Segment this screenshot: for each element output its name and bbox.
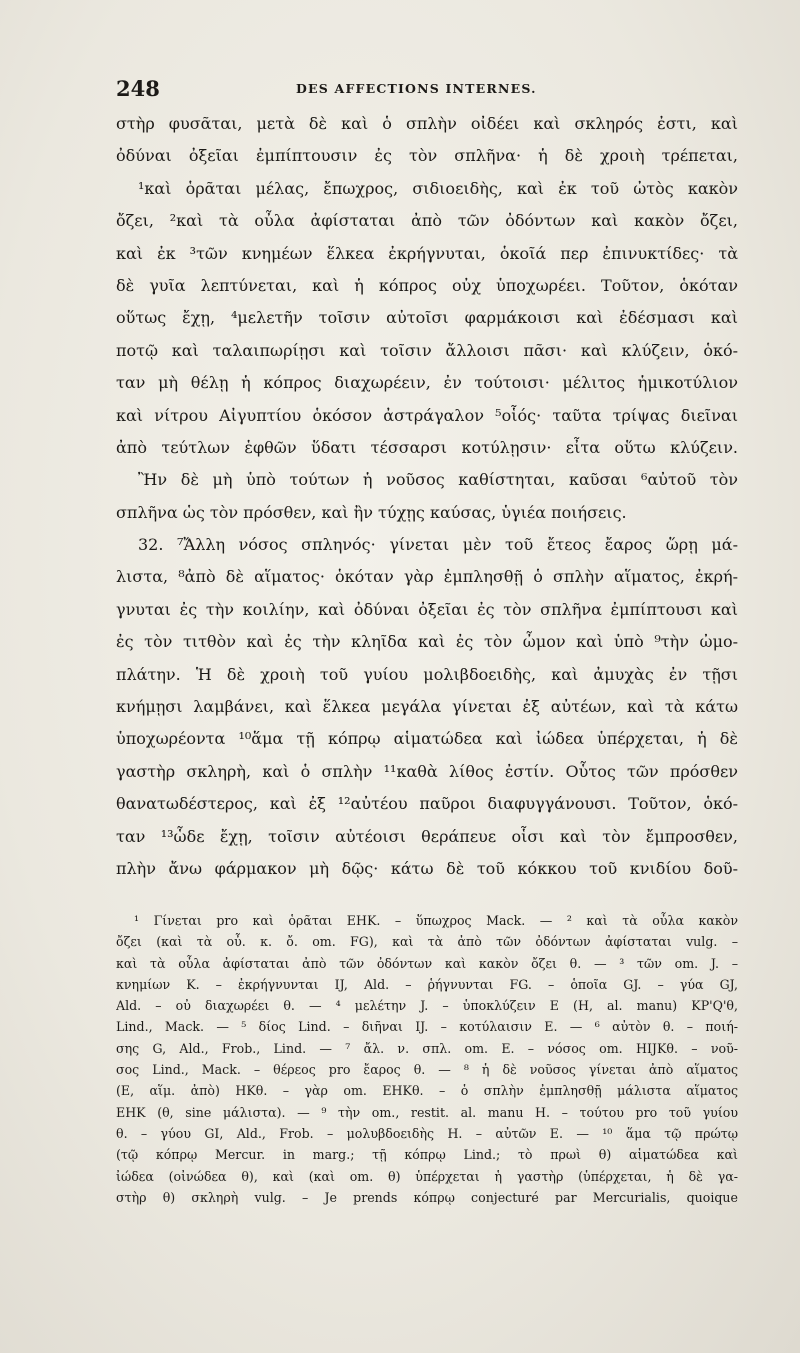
text-line: Ἢν δὲ μὴ ὑπὸ τούτων ἡ νοῦσος καθίστηται, καῦσαι ⁶αὐτοῦ τὸν	[138, 470, 738, 490]
text-line: σπλῆνα ὡς τὸν πρόσθεν, καὶ ἢν τύχῃς καύσας, ὑγιέα ποιήσεις.	[116, 502, 627, 522]
text-line: οὕτως ἔχῃ, ⁴μελετῆν τοῖσιν αὐτοῖσι φαρμάκοισι καὶ ἐδέσμασι καὶ	[116, 308, 738, 328]
footnote-line: Lind., Mack. — ⁵ δίος Lind. – διῆναι IJ. – κοτύλαισιν E. — ⁶ αὐτὸν θ. – ποιή-	[116, 1019, 738, 1035]
text-line: ἀπὸ τεύτλων ἑφθῶν ὕδατι τέσσαρσι κοτύλῃσιν· εἶτα οὕτω κλύζειν.	[116, 437, 738, 457]
footnote-line: ἰώδεα (οἰνώδεα θ), καὶ (καὶ om. θ) ὑπέρχεται ἡ γαστὴρ (ὑπέρχεται, ἡ δὲ γα-	[116, 1168, 738, 1184]
text-line: ὄζει, ²καὶ τὰ οὖλα ἀφίσταται ἀπὸ τῶν ὀδόντων καὶ κακὸν ὄζει,	[116, 211, 738, 231]
footnotes	[116, 910, 738, 1208]
page-header	[116, 76, 738, 104]
text-line: ¹καὶ ὁρᾶται μέλας, ἔπωχρος, σιδιοειδὴς, καὶ ἐκ τοῦ ὠτὸς κακὸν	[138, 178, 738, 198]
footnote-line: Ald. – οὐ διαχωρέει θ. — ⁴ μελέτην J. – ὑποκλύζειν E (H, al. manu) KP'Q'θ,	[116, 998, 738, 1014]
main-text	[116, 108, 738, 885]
footnote-line: EHK (θ, sine μάλιστα). — ⁹ τὴν om., restit. al. manu H. – τούτου pro τοῦ γυίου	[116, 1104, 738, 1120]
text-line: ποτῷ καὶ ταλαιπωρίῃσι καὶ τοῖσιν ἄλλοισι πᾶσι· καὶ κλύζειν, ὁκό-	[116, 340, 738, 360]
running-title: DES AFFECTIONS INTERNES.	[296, 81, 537, 96]
text-line: ὑποχωρέοντα ¹⁰ἅμα τῇ κόπρῳ αἱματώδεα καὶ ἰώδεα ὑπέρχεται, ἡ δὲ	[116, 729, 738, 749]
footnote-line: καὶ τὰ οὖλα ἀφίσταται ἀπὸ τῶν ὀδόντων καὶ κακὸν ὄζει θ. — ³ τῶν om. J. –	[116, 955, 738, 971]
text-line: κνήμῃσι λαμβάνει, καὶ ἕλκεα μεγάλα γίνεται ἐξ αὐτέων, καὶ τὰ κάτω	[116, 697, 738, 717]
text-line: ταν ¹³ὧδε ἔχῃ, τοῖσιν αὐτέοισι θεράπευε οἷσι καὶ τὸν ἔμπροσθεν,	[116, 826, 738, 846]
footnote-line: (E, αἵμ. ἀπὸ) HKθ. – γὰρ om. EHKθ. – ὁ σπλὴν ἐμπλησθῇ μάλιστα αἵματος	[116, 1083, 738, 1099]
text-line: γαστὴρ σκληρὴ, καὶ ὁ σπλὴν ¹¹καθὰ λίθος ἐστίν. Οὗτος τῶν πρόσθεν	[116, 761, 738, 781]
text-line: καὶ νίτρου Αἰγυπτίου ὁκόσον ἀστράγαλον ⁵οἷός· ταῦτα τρίψας διεῖναι	[116, 405, 738, 425]
text-line: πλὴν ἄνω φάρμακον μὴ δῷς· κάτω δὲ τοῦ κόκκου τοῦ κνιδίου δοῦ-	[116, 858, 738, 878]
footnote-line: σης G, Ald., Frob., Lind. — ⁷ ἄλ. ν. σπλ. om. E. – νόσος om. HIJKθ. – νοῦ-	[116, 1040, 738, 1056]
text-line: ἐς τὸν τιτθὸν καὶ ἐς τὴν κληῖδα καὶ ἐς τὸν ὦμον καὶ ὑπὸ ⁹τὴν ὠμο-	[116, 632, 738, 652]
footnote-line: (τῷ κόπρῳ Mercur. in marg.; τῇ κόπρῳ Lind.; τὸ πρωὶ θ) αἱματώδεα καὶ	[116, 1147, 738, 1163]
text-line: γνυται ἐς τὴν κοιλίην, καὶ ὀδύναι ὀξεῖαι ἐς τὸν σπλῆνα ἐμπίπτουσι καὶ	[116, 599, 738, 619]
text-line: ὀδύναι ὀξεῖαι ἐμπίπτουσιν ἐς τὸν σπλῆνα· ἡ δὲ χροιὴ τρέπεται,	[116, 146, 738, 166]
footnote-line: ¹ Γίνεται pro καὶ ὁρᾶται EHK. – ὕπωχρος Mack. — ² καὶ τὰ οὖλα κακὸν	[134, 913, 738, 928]
text-line: στὴρ φυσᾶται, μετὰ δὲ καὶ ὁ σπλὴν οἰδέει καὶ σκληρός ἐστι, καὶ	[116, 114, 738, 133]
footnote-line: στὴρ θ) σκληρὴ vulg. – Je prends κόπρῳ conjecturé par Mercurialis, quoique	[116, 1189, 738, 1205]
text-line: πλάτην. Ἡ δὲ χροιὴ τοῦ γυίου μολιβδοειδὴς, καὶ ἀμυχὰς ἐν τῇσι	[116, 664, 738, 684]
footnote-line: θ. – γύου GI, Ald., Frob. – μολυβδοειδὴς H. – αὐτῶν E. — ¹⁰ ἅμα τῷ πρώτῳ	[116, 1125, 738, 1141]
text-line: καὶ ἐκ ³τῶν κνημέων ἕλκεα ἐκρήγνυται, ὁκοῖά περ ἐπινυκτίδες· τὰ	[116, 243, 738, 263]
page-number: 248	[116, 76, 160, 101]
text-line: 32. ⁷Ἄλλη νόσος σπληνός· γίνεται μὲν τοῦ ἔτεος ἔαρος ὥρῃ μά-	[138, 535, 738, 555]
footnote-line: σος Lind., Mack. – θέρεος pro ἔαρος θ. — ⁸ ἡ δὲ νοῦσος γίνεται ἀπὸ αἵματος	[116, 1062, 738, 1078]
text-line: θανατωδέστερος, καὶ ἐξ ¹²αὐτέου παῦροι διαφυγγάνουσι. Τοῦτον, ὁκό-	[116, 794, 738, 814]
footnote-line: κνημίων K. – ἐκρήγνυνται IJ, Ald. – ῥήγνυνται FG. – ὁποῖα GJ. – γύα GJ,	[116, 976, 738, 992]
footnote-line: ὄζει (καὶ τὰ οὖ. κ. ὄ. om. FG), καὶ τὰ ἀπὸ τῶν ὀδόντων ἀφίσταται vulg. –	[116, 934, 738, 950]
text-line: λιστα, ⁸ἀπὸ δὲ αἵματος· ὁκόταν γὰρ ἐμπλησθῇ ὁ σπλὴν αἵματος, ἐκρή-	[116, 567, 738, 587]
text-line: δὲ γυῖα λεπτύνεται, καὶ ἡ κόπρος οὐχ ὑποχωρέει. Τοῦτον, ὁκόταν	[116, 275, 738, 295]
text-line: ταν μὴ θέλῃ ἡ κόπρος διαχωρέειν, ἐν τούτοισι· μέλιτος ἡμικοτύλιον	[116, 373, 738, 393]
